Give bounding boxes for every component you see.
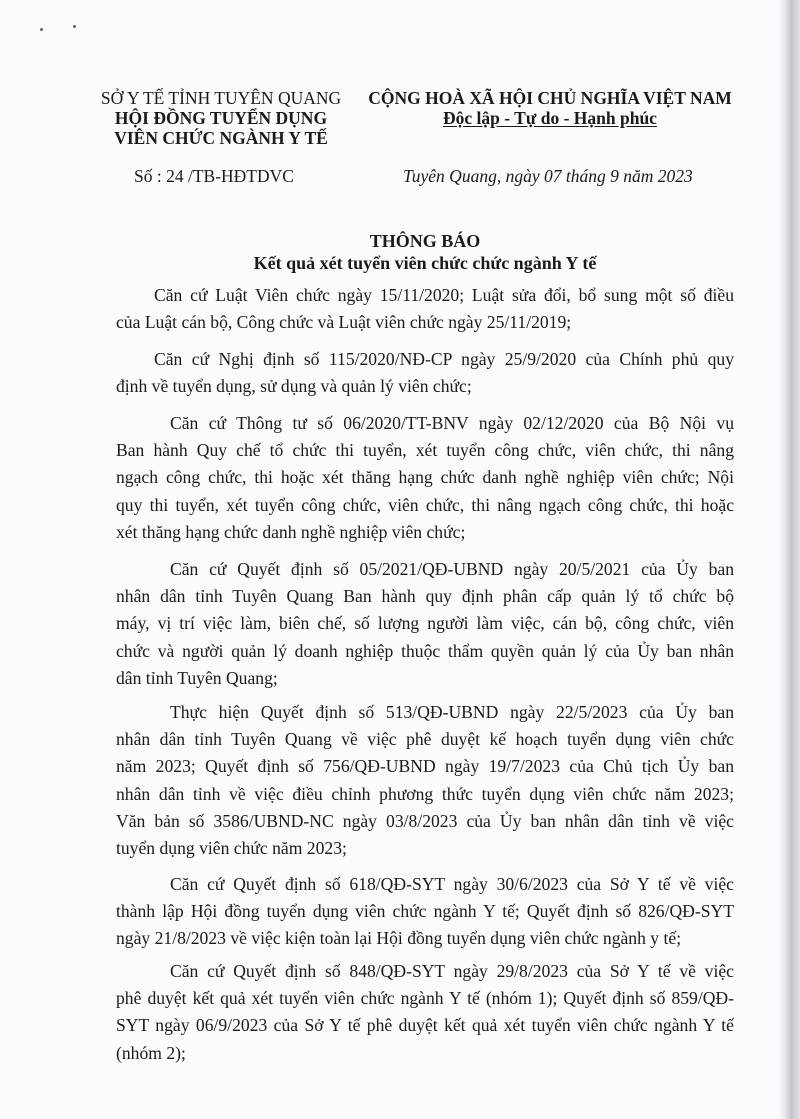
paragraph-legal-basis-6 <box>116 958 734 1067</box>
paragraph-line: Căn cứ Thông tư số 06/2020/TT-BNV ngày 02/12/2020 của Bộ Nội vụ <box>170 413 734 433</box>
paragraph-legal-basis-2 <box>116 346 734 400</box>
paragraph-line: ngạch công chức, thi hoặc xét thăng hạng chức danh nghề nghiệp viên chức; Nội <box>116 467 734 488</box>
paragraph-line: Căn cứ Quyết định số 848/QĐ-SYT ngày 29/8/2023 của Sở Y tế về việc <box>170 961 734 981</box>
paragraph-line: Căn cứ Quyết định số 05/2021/QĐ-UBND ngày 20/5/2021 của Ủy ban <box>170 559 734 579</box>
paragraph-line: của Luật cán bộ, Công chức và Luật viên chức ngày 25/11/2019; <box>116 312 572 333</box>
place-date: Tuyên Quang, ngày 07 tháng 9 năm 2023 <box>403 166 693 186</box>
national-motto: Độc lập - Tự do - Hạnh phúc <box>443 108 657 128</box>
paragraph-line: Ban hành Quy chế tổ chức thi tuyển, xét tuyển công chức, viên chức, thi nâng <box>116 440 734 461</box>
paragraph-line: định về tuyển dụng, sử dụng và quản lý viên chức; <box>116 376 472 397</box>
paragraph-legal-basis-4 <box>116 556 734 692</box>
council-name-line1: HỘI ĐỒNG TUYỂN DỤNG <box>114 108 328 128</box>
paragraph-line: nhân dân tỉnh Tuyên Quang Ban hành quy định phân cấp quản lý tổ chức bộ <box>116 586 734 607</box>
paragraph-line: tuyển dụng viên chức năm 2023; <box>116 838 347 859</box>
paragraph-line: ngày 21/8/2023 về việc kiện toàn lại Hội đồng tuyển dụng viên chức ngành y tế; <box>116 928 682 949</box>
paragraph-line: Căn cứ Quyết định số 618/QĐ-SYT ngày 30/6/2023 của Sở Y tế về việc <box>170 874 734 894</box>
paragraph-legal-basis-1 <box>116 282 734 336</box>
paragraph-line: Căn cứ Nghị định số 115/2020/NĐ-CP ngày 25/9/2020 của Chính phủ quy <box>154 349 734 369</box>
agency-name: SỞ Y TẾ TỈNH TUYÊN QUANG <box>100 88 342 108</box>
council-name-line2: VIÊN CHỨC NGÀNH Y TẾ <box>114 128 328 148</box>
paragraph-implementation <box>116 699 734 862</box>
paragraph-line: năm 2023; Quyết định số 756/QĐ-UBND ngày 19/7/2023 của Chủ tịch Ủy ban <box>116 756 734 777</box>
paragraph-legal-basis-3 <box>116 410 734 546</box>
paragraph-line: phê duyệt kết quả xét tuyển viên chức ngành Y tế (nhóm 1); Quyết định số 859/QĐ- <box>116 988 734 1009</box>
paragraph-line: nhân dân tỉnh về việc điều chỉnh phương thức tuyển dụng viên chức năm 2023; <box>116 783 734 804</box>
scan-speck <box>40 28 43 31</box>
paragraph-line: Căn cứ Luật Viên chức ngày 15/11/2020; Luật sửa đổi, bổ sung một số điều <box>154 285 734 305</box>
title-main: THÔNG BÁO <box>369 231 481 251</box>
paragraph-line: quy thi tuyển, xét tuyển công chức, viên chức, thi nâng ngạch công chức, thi hoặc <box>116 494 734 515</box>
document-number: Số : 24 /TB-HĐTDVC <box>134 166 294 186</box>
scan-edge-shadow <box>778 0 800 1119</box>
paragraph-line: (nhóm 2); <box>116 1042 186 1063</box>
paragraph-line: máy, vị trí việc làm, biên chế, số lượng người làm việc, cán bộ, công chức, viên <box>116 613 734 634</box>
header-right <box>360 88 740 128</box>
title-subject: Kết quả xét tuyển viên chức chức ngành Y tế <box>253 253 597 273</box>
paragraph-legal-basis-5 <box>116 871 734 953</box>
paragraph-line: thành lập Hội đồng tuyển dụng viên chức ngành Y tế; Quyết định số 826/QĐ-SYT <box>116 901 734 922</box>
header-left <box>96 88 346 148</box>
scan-speck <box>73 25 76 28</box>
paragraph-line: Văn bản số 3586/UBND-NC ngày 03/8/2023 của Ủy ban nhân dân tỉnh về việc <box>116 810 734 831</box>
paragraph-line: nhân dân tỉnh Tuyên Quang về việc phê duyệt kế hoạch tuyển dụng viên chức <box>116 729 734 750</box>
paragraph-line: chức và người quản lý doanh nghiệp thuộc thẩm quyền quản lý của Ủy ban nhân <box>116 640 734 661</box>
country-name: CỘNG HOÀ XÃ HỘI CHỦ NGHĨA VIỆT NAM <box>368 88 732 108</box>
paragraph-line: xét thăng hạng chức danh nghề nghiệp viên chức; <box>116 521 466 542</box>
paragraph-line: dân tỉnh Tuyên Quang; <box>116 667 278 688</box>
document-title <box>116 230 734 274</box>
paragraph-line: Thực hiện Quyết định số 513/QĐ-UBND ngày 22/5/2023 của Ủy ban <box>170 702 734 722</box>
paragraph-line: SYT ngày 06/9/2023 của Sở Y tế phê duyệt kết quả xét tuyển viên chức ngành Y tế <box>116 1015 734 1036</box>
